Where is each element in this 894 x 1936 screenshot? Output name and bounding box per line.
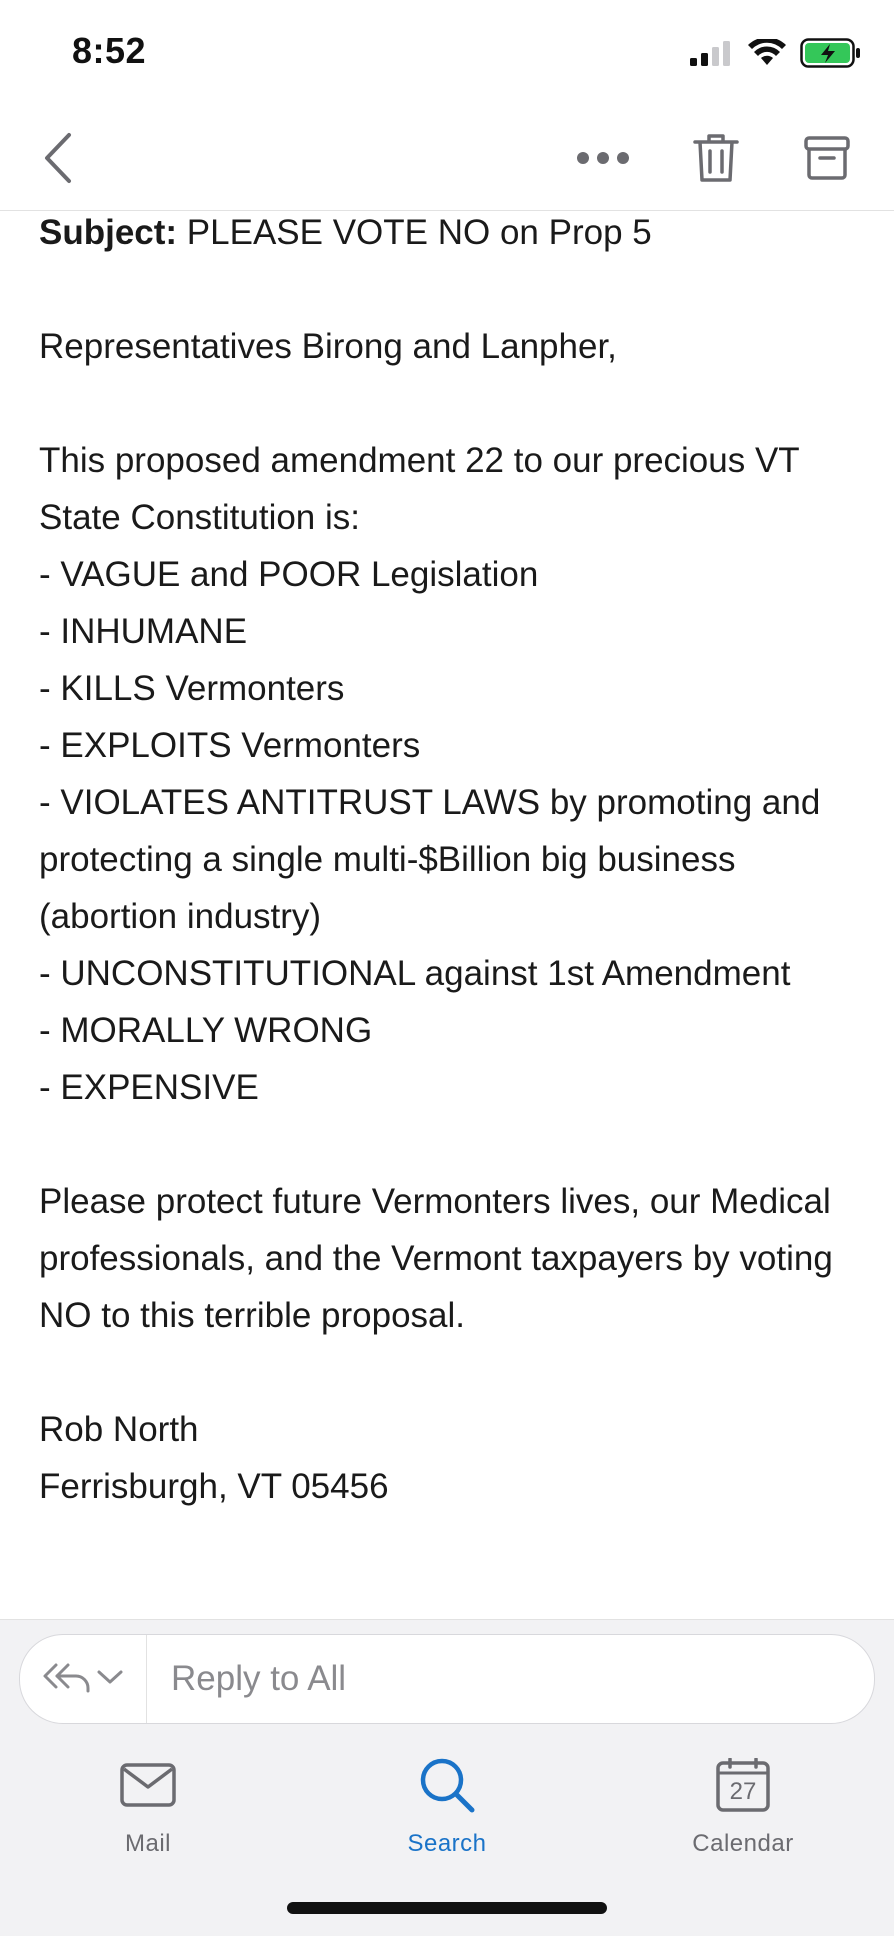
tab-bar [0, 1750, 894, 1890]
archive-icon [804, 135, 850, 186]
signature-address: Ferrisburgh, VT 05456 [39, 1467, 389, 1506]
reply-input[interactable]: Reply to All [171, 1659, 347, 1698]
delete-button[interactable] [686, 130, 746, 190]
subject-value: PLEASE VOTE NO on Prop 5 [177, 213, 652, 252]
subject-label: Subject: [39, 213, 178, 252]
chevron-down-icon [96, 1668, 124, 1691]
trash-icon [693, 132, 739, 189]
bullet-item: - EXPENSIVE [39, 1068, 259, 1107]
more-horizontal-icon [576, 151, 630, 170]
status-bar [0, 0, 894, 100]
archive-button[interactable] [797, 130, 857, 190]
tab-mail[interactable] [48, 1750, 248, 1858]
signature-name: Rob North [39, 1410, 199, 1449]
back-button[interactable] [28, 130, 88, 190]
bullet-item: - KILLS Vermonters [39, 669, 345, 708]
closing-paragraph: Please protect future Vermonters lives, our Medical professionals, and the Vermont taxpayers by voting NO to this terrible proposal. [39, 1182, 833, 1335]
battery-charging-icon [800, 38, 862, 73]
wifi-icon [748, 39, 786, 72]
home-indicator[interactable] [287, 1902, 607, 1914]
tab-calendar-label: Calendar [692, 1830, 794, 1857]
mail-icon [48, 1750, 248, 1820]
tab-calendar[interactable] [643, 1750, 843, 1858]
tab-mail-label: Mail [124, 1830, 171, 1857]
status-icons [690, 38, 862, 73]
intro-text: This proposed amendment 22 to our precious VT State Constitution is: [39, 441, 800, 537]
bullet-item: - VIOLATES ANTITRUST LAWS by promoting and protecting a single multi-$Billion big business (abortion industry) [39, 783, 821, 936]
bullet-item: - INHUMANE [39, 612, 248, 651]
reply-all-icon [42, 1661, 92, 1698]
more-button[interactable] [573, 130, 633, 190]
chevron-left-icon [41, 132, 75, 189]
subject-line [39, 204, 859, 261]
reply-options-button[interactable] [20, 1635, 147, 1723]
bullet-item: - UNCONSTITUTIONAL against 1st Amendment [39, 954, 791, 993]
email-body [39, 204, 859, 1515]
tab-search[interactable] [347, 1750, 547, 1858]
bottom-panel [0, 1619, 894, 1936]
email-toolbar [0, 110, 894, 211]
bullet-item: - VAGUE and POOR Legislation [39, 555, 539, 594]
calendar-date-badge: 27 [729, 1778, 757, 1805]
tab-search-label: Search [407, 1830, 487, 1857]
status-time: 8:52 [72, 30, 147, 71]
greeting: Representatives Birong and Lanpher, [39, 327, 617, 366]
calendar-icon [643, 1750, 843, 1820]
search-icon [347, 1750, 547, 1820]
reply-bar [19, 1634, 875, 1724]
bullet-item: - MORALLY WRONG [39, 1011, 373, 1050]
cellular-signal-icon [690, 40, 734, 71]
bullet-item: - EXPLOITS Vermonters [39, 726, 421, 765]
